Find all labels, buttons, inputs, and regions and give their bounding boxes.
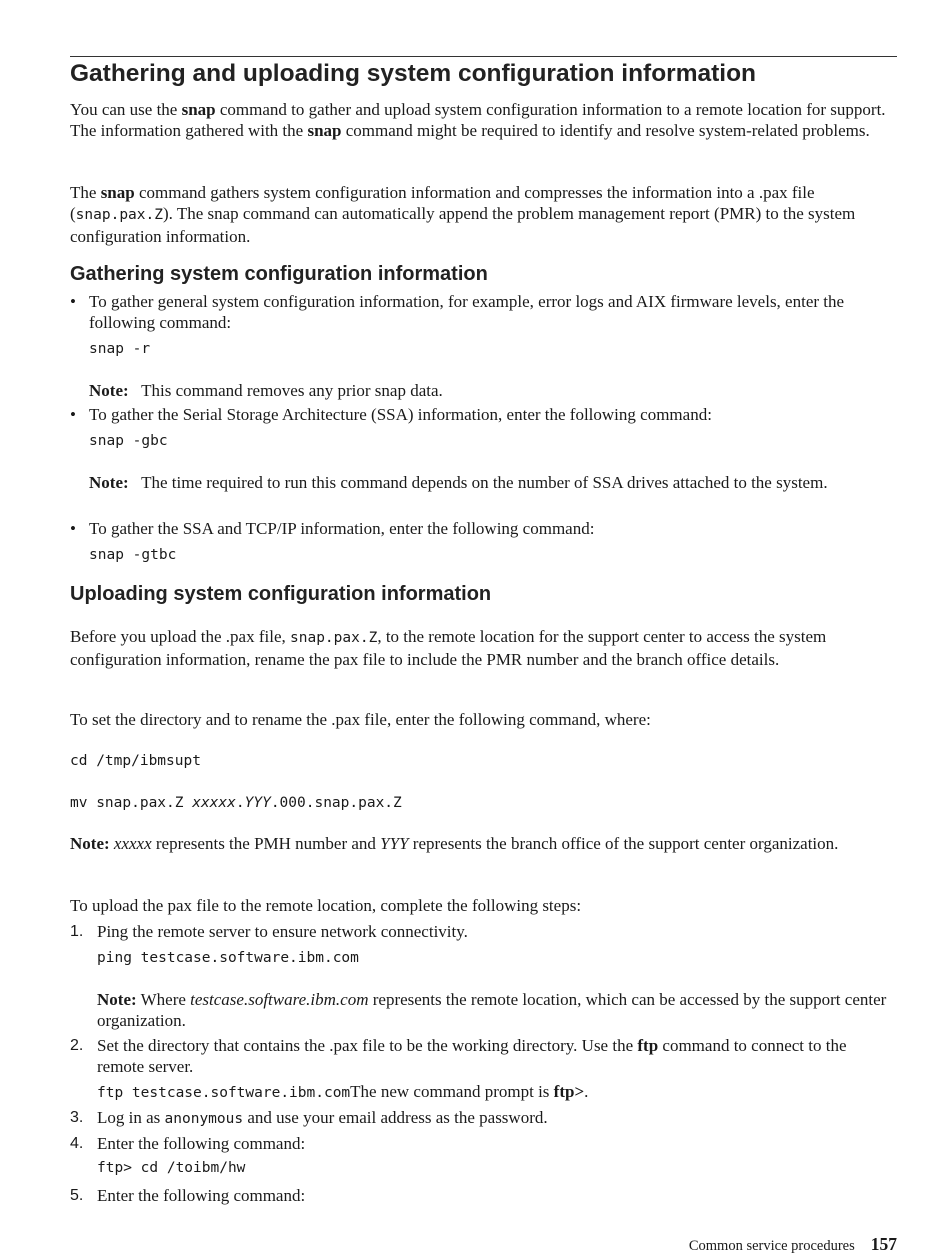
upload-paragraph-3: To upload the pax file to the remote location, complete the following steps: [70,896,582,915]
list-item: 5. Enter the following command: [70,1186,306,1205]
bullet-icon: • [70,292,76,311]
header-rule [70,56,897,57]
page-footer [689,1234,897,1257]
note: Note: Where testcase.software.ibm.com represents the remote location, which can be accessed by the support center organization. [97,990,887,1030]
code-cd: cd /tmp/ibmsupt [70,753,201,769]
footer-label: Common service procedures [688,1238,855,1254]
list-item: • To gather the Serial Storage Architecture (SSA) information, enter the following command: snap -gbc Note: The time required to run this command depends on the number of SSA drives attached to the system. [70,404,897,493]
note: Note: This command removes any prior snap data. [89,381,443,400]
code-ftp-cd: ftp> cd /toibm/hw [97,1160,246,1176]
code-snap-gbc: snap -gbc [89,433,168,449]
bullet-icon: • [70,519,76,538]
list-item: 4. Enter the following command: ftp> cd /toibm/hw [70,1133,897,1179]
page-number: 157 [870,1234,897,1254]
list-item: • To gather general system configuration information, for example, error logs and AIX firmware levels, enter the following command: snap -r Note: This command removes any prior snap data. [70,291,897,401]
intro-paragraph-2: The snap command gathers system configuration information and compresses the information into a .pax file (snap.pax.Z). The snap command can automatically append the problem management report (PMR) to the system configuration information. [70,183,856,246]
upload-paragraph-1: Before you upload the .pax file, snap.pax.Z, to the remote location for the support center to access the system configuration information, rename the pax file to include the PMR number and the branch office details. [70,627,827,669]
list-item: 3. Log in as anonymous and use your email address as the password. [70,1108,548,1127]
code-ping: ping testcase.software.ibm.com [97,950,359,966]
list-item: 2. Set the directory that contains the .pax file to be the working directory. Use the ftp command to connect to the remote server. ftp testcase.software.ibm.comThe new command prompt is ftp>. [70,1035,897,1104]
code-snap-r: snap -r [89,341,151,357]
ftp-line: ftp testcase.software.ibm.comThe new command prompt is ftp>. [97,1082,589,1101]
section-heading-gathering: Gathering system configuration information [70,263,488,285]
note: Note: xxxxx represents the PMH number and YYY represents the branch office of the support center organization. [70,834,839,853]
bullet-icon: • [70,405,76,424]
section-heading-uploading: Uploading system configuration information [70,583,492,605]
page-title: Gathering and uploading system configuration information [70,60,757,87]
note: Note: The time required to run this command depends on the number of SSA drives attached to the system. [89,473,828,492]
upload-paragraph-2: To set the directory and to rename the .pax file, enter the following command, where: [70,710,651,729]
list-item: 1. Ping the remote server to ensure network connectivity. ping testcase.software.ibm.com Note: Where testcase.software.ibm.com represents the remote location, which can be accessed by the support center organization. [70,921,897,1031]
list-item: • To gather the SSA and TCP/IP information, enter the following command: snap -gtbc [70,518,897,566]
code-snap-gtbc: snap -gtbc [89,547,177,563]
code-mv: mv snap.pax.Z xxxxx.YYY.000.snap.pax.Z [70,795,402,811]
intro-paragraph-1: You can use the snap command to gather and upload system configuration information to a remote location for support. The information gathered with the snap command might be required to identify and resolve system-related problems. [70,100,886,140]
